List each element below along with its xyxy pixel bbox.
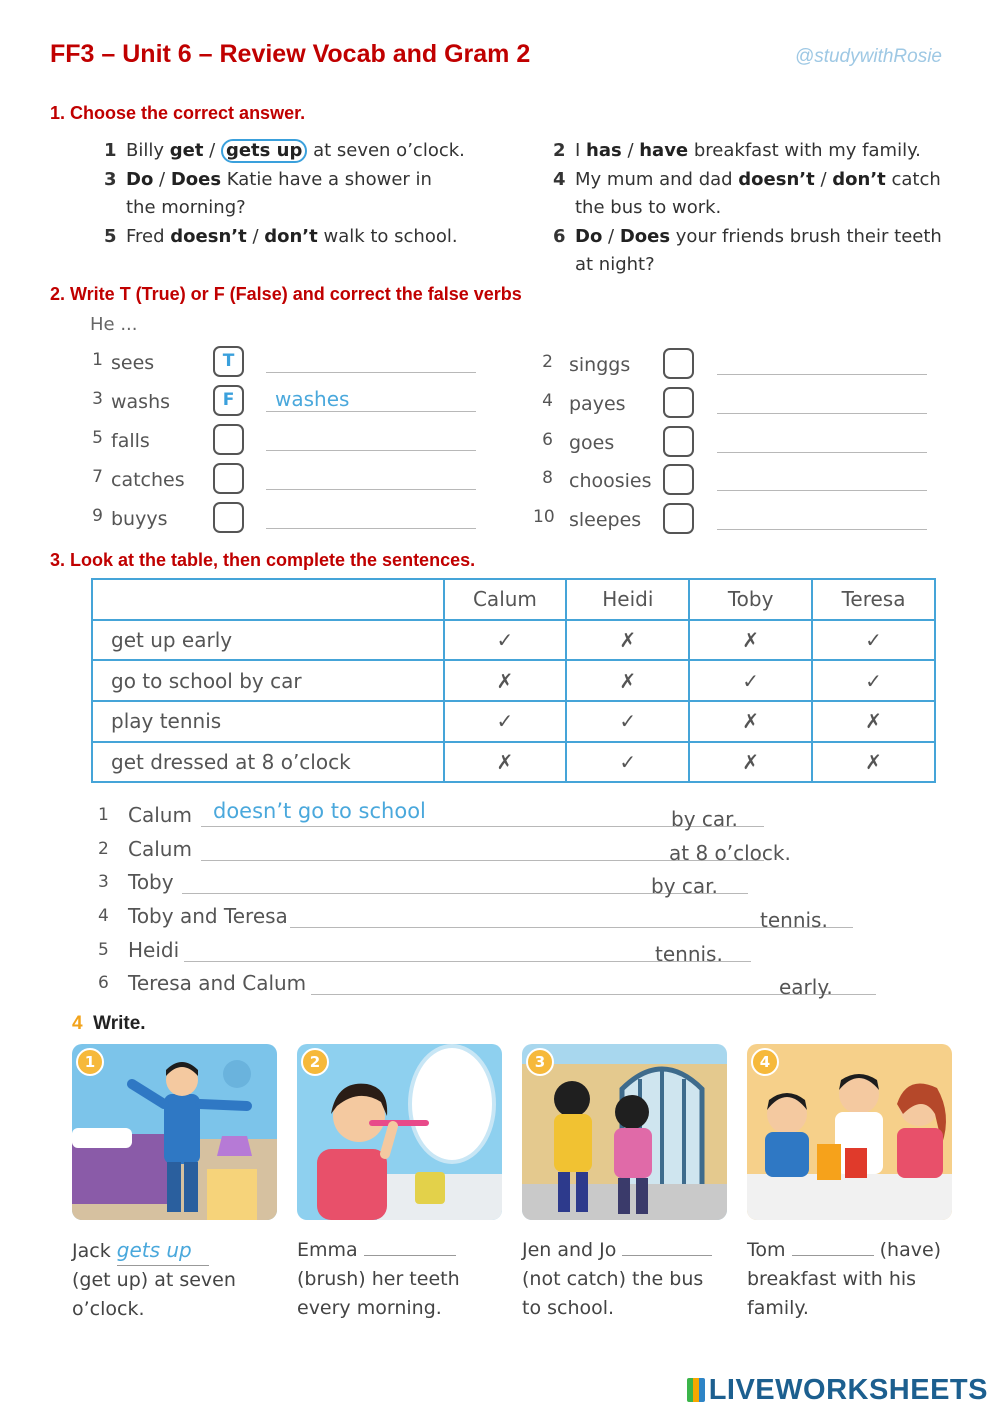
tf-item: 10 sleepes bbox=[533, 507, 933, 541]
sentence-item: 1 Calum doesn’t go to school by car. bbox=[98, 803, 798, 833]
cross-mark: ✗ bbox=[689, 701, 812, 742]
tf-box[interactable]: T bbox=[213, 346, 244, 377]
table-header-row bbox=[92, 579, 935, 620]
tf-item: 8 choosies bbox=[533, 468, 933, 502]
choice-option[interactable]: Does bbox=[619, 226, 671, 247]
choice-option[interactable]: get bbox=[169, 140, 204, 161]
author-handle: @studywithRosie bbox=[794, 46, 942, 67]
tf-answer-line[interactable] bbox=[266, 489, 476, 490]
choice-option[interactable]: doesn’t bbox=[738, 169, 815, 190]
table-row bbox=[92, 742, 935, 783]
choice-item: 1 Billy get / gets up at seven o’clock. bbox=[104, 140, 465, 161]
picture-family-breakfast bbox=[747, 1044, 952, 1220]
sentence-item: 6 Teresa and Calum early. bbox=[98, 971, 858, 1001]
choice-item: 4 My mum and dad doesn’t / don’t catch the bus to work. bbox=[553, 169, 941, 218]
choice-option[interactable]: don’t bbox=[832, 169, 886, 190]
section3-heading: 3. Look at the table, then complete the sentences. bbox=[50, 550, 476, 570]
tf-box[interactable] bbox=[663, 464, 694, 495]
tf-box[interactable] bbox=[213, 463, 244, 494]
tf-box[interactable]: F bbox=[213, 385, 244, 416]
breakfast-illustration bbox=[747, 1044, 952, 1220]
section2-heading: 2. Write T (True) or F (False) and correct the false verbs bbox=[50, 284, 522, 304]
cross-mark: ✗ bbox=[689, 742, 812, 783]
tf-answer: washes bbox=[275, 387, 350, 411]
check-mark: ✓ bbox=[444, 620, 567, 661]
tf-answer-line[interactable] bbox=[717, 374, 927, 375]
bedroom-illustration bbox=[72, 1044, 277, 1220]
picture-caption: Jack gets up (get up) at seven o’clock. bbox=[72, 1238, 236, 1320]
tf-item: 4 payes bbox=[533, 391, 933, 425]
sentence-item: 5 Heidi tennis. bbox=[98, 938, 798, 968]
choice-option[interactable]: has bbox=[586, 140, 622, 161]
sentence-item: 3 Toby by car. bbox=[98, 870, 798, 900]
choice-option[interactable]: have bbox=[639, 140, 689, 161]
liveworksheets-logo: LIVEWORKSHEETS bbox=[687, 1374, 988, 1407]
cross-mark: ✗ bbox=[812, 701, 935, 742]
tf-box[interactable] bbox=[663, 503, 694, 534]
column-header: Calum bbox=[444, 579, 567, 620]
cross-mark: ✗ bbox=[566, 660, 689, 701]
tf-item: 9 buyys bbox=[83, 506, 483, 540]
caption-answer-blank[interactable] bbox=[792, 1236, 874, 1256]
section4-heading: 4 Write. bbox=[72, 1013, 146, 1034]
choice-item: 3 Do / Does Katie have a shower in the morning? bbox=[104, 169, 432, 218]
choice-option[interactable]: doesn’t bbox=[170, 226, 247, 247]
picture-number-badge: 3 bbox=[526, 1048, 554, 1076]
section2-lead: He ... bbox=[90, 314, 138, 335]
tf-item: 1 sees T bbox=[83, 350, 483, 384]
check-mark: ✓ bbox=[566, 701, 689, 742]
tf-item: 2 singgs bbox=[533, 352, 933, 386]
sentence-answer: doesn’t go to school bbox=[213, 799, 426, 823]
check-mark: ✓ bbox=[812, 660, 935, 701]
column-header: Toby bbox=[689, 579, 812, 620]
caption-answer-blank[interactable]: gets up bbox=[117, 1236, 209, 1266]
choice-option[interactable]: Do bbox=[575, 226, 603, 247]
row-label: get up early bbox=[92, 620, 444, 661]
tf-answer-line[interactable] bbox=[266, 411, 476, 412]
tf-answer-line[interactable] bbox=[717, 529, 927, 530]
tf-item: 5 falls bbox=[83, 428, 483, 462]
choice-option[interactable]: don’t bbox=[264, 226, 318, 247]
page-title: FF3 – Unit 6 – Review Vocab and Gram 2 bbox=[50, 40, 531, 68]
row-label: get dressed at 8 o’clock bbox=[92, 742, 444, 783]
tf-answer-line[interactable] bbox=[717, 452, 927, 453]
picture-children-at-school-gate bbox=[522, 1044, 727, 1220]
sentence-item: 2 Calum at 8 o’clock. bbox=[98, 837, 791, 865]
row-label: go to school by car bbox=[92, 660, 444, 701]
tf-box[interactable] bbox=[213, 424, 244, 455]
tf-item: 6 goes bbox=[533, 430, 933, 464]
tf-item: 3 washs F washes bbox=[83, 389, 483, 423]
picture-boy-waking-up bbox=[72, 1044, 277, 1220]
tf-answer-line[interactable] bbox=[266, 528, 476, 529]
choice-item: 2 I has / have breakfast with my family. bbox=[553, 140, 921, 161]
picture-caption: Jen and Jo (not catch) the bus to school. bbox=[522, 1236, 737, 1323]
picture-caption: Tom (have) breakfast with his family. bbox=[747, 1236, 962, 1323]
sentence-item: 4 Toby and Teresa tennis. bbox=[98, 904, 838, 934]
table-row bbox=[92, 701, 935, 742]
tf-answer-line[interactable] bbox=[717, 413, 927, 414]
cross-mark: ✗ bbox=[444, 742, 567, 783]
table-row bbox=[92, 620, 935, 661]
cross-mark: ✗ bbox=[812, 742, 935, 783]
row-label: play tennis bbox=[92, 701, 444, 742]
tf-item: 7 catches bbox=[83, 467, 483, 501]
bathroom-illustration bbox=[297, 1044, 502, 1220]
tf-box[interactable] bbox=[663, 387, 694, 418]
cross-mark: ✗ bbox=[689, 620, 812, 661]
section1-heading: 1. Choose the correct answer. bbox=[50, 103, 306, 123]
picture-number-badge: 2 bbox=[301, 1048, 329, 1076]
choice-item: 6 Do / Does your friends brush their teeth at night? bbox=[553, 226, 942, 275]
tf-box[interactable] bbox=[663, 348, 694, 379]
picture-girl-brushing-teeth bbox=[297, 1044, 502, 1220]
picture-caption: Emma (brush) her teeth every morning. bbox=[297, 1236, 512, 1323]
tf-answer-line[interactable] bbox=[717, 490, 927, 491]
caption-answer-blank[interactable] bbox=[622, 1236, 712, 1256]
check-mark: ✓ bbox=[689, 660, 812, 701]
tf-box[interactable] bbox=[663, 426, 694, 457]
tf-box[interactable] bbox=[213, 502, 244, 533]
column-header: Teresa bbox=[812, 579, 935, 620]
choice-option[interactable]: Does bbox=[170, 169, 222, 190]
picture-number-badge: 4 bbox=[751, 1048, 779, 1076]
picture-number-badge: 1 bbox=[76, 1048, 104, 1076]
tf-answer-line[interactable] bbox=[266, 372, 476, 373]
caption-answer-blank[interactable] bbox=[364, 1236, 456, 1256]
cross-mark: ✗ bbox=[566, 620, 689, 661]
tf-answer-line[interactable] bbox=[266, 450, 476, 451]
check-mark: ✓ bbox=[444, 701, 567, 742]
table-row bbox=[92, 660, 935, 701]
check-mark: ✓ bbox=[812, 620, 935, 661]
check-mark: ✓ bbox=[566, 742, 689, 783]
habits-table bbox=[91, 578, 936, 783]
choice-option-selected[interactable]: gets up bbox=[221, 139, 307, 163]
school-gate-illustration bbox=[522, 1044, 727, 1220]
liveworksheets-icon bbox=[687, 1378, 705, 1402]
choice-option[interactable]: Do bbox=[126, 169, 154, 190]
cross-mark: ✗ bbox=[444, 660, 567, 701]
column-header: Heidi bbox=[566, 579, 689, 620]
choice-item: 5 Fred doesn’t / don’t walk to school. bbox=[104, 226, 458, 247]
